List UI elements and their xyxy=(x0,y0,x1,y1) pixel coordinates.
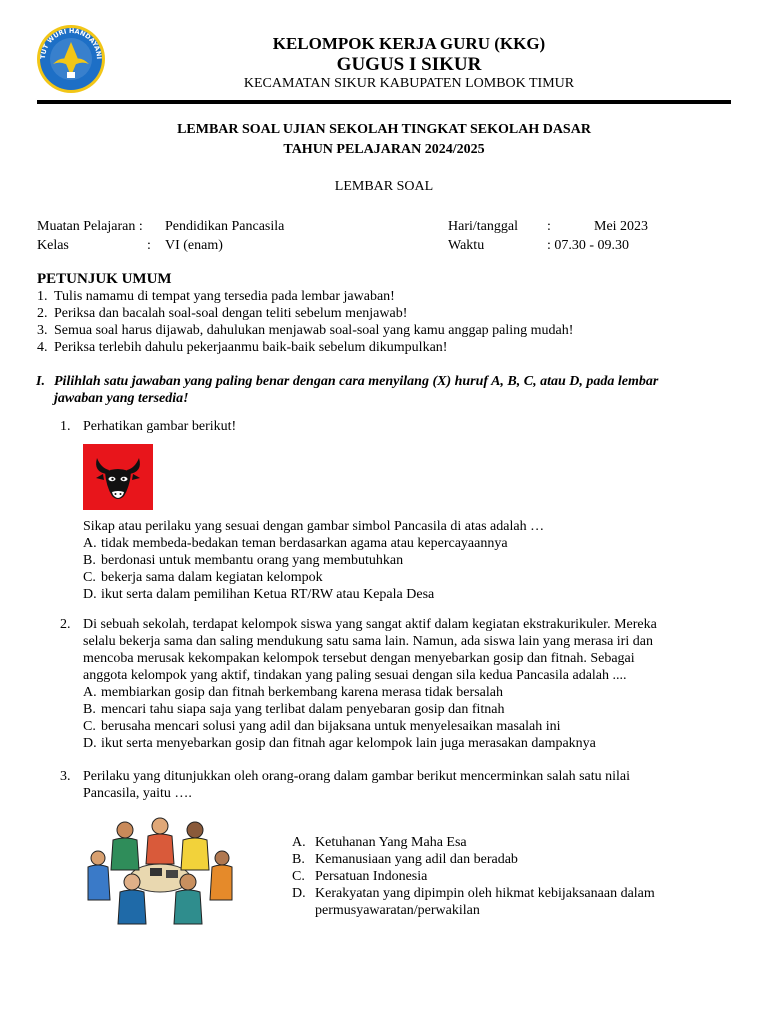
header-line-3: KECAMATAN SIKUR KABUPATEN LOMBOK TIMUR xyxy=(243,76,575,91)
instruction-number: 3. xyxy=(37,323,48,338)
time-value: : 07.30 - 09.30 xyxy=(547,238,630,253)
header-line-1: KELOMPOK KERJA GURU (KKG) xyxy=(272,34,546,53)
exam-subtitle: LEMBAR SOAL xyxy=(334,179,434,194)
class-value: VI (enam) xyxy=(165,238,223,253)
option-label: B. xyxy=(292,852,305,867)
question-3-text-line: Pancasila, yaitu …. xyxy=(83,786,192,801)
option-text: bekerja sama dalam kegiatan kelompok xyxy=(101,570,323,585)
option-label: D. xyxy=(83,587,97,602)
answer-option[interactable] xyxy=(292,835,467,851)
class-label: Kelas xyxy=(37,238,69,253)
question-3-text-line: Perilaku yang ditunjukkan oleh orang-orang dalam gambar berikut mencerminkan salah satu nilai xyxy=(83,769,630,784)
date-colon: : xyxy=(547,219,551,234)
option-label: C. xyxy=(83,719,96,734)
instruction-text: Periksa dan bacalah soal-soal dengan teliti sebelum menjawab! xyxy=(54,306,408,321)
answer-option[interactable] xyxy=(83,719,561,735)
instruction-item xyxy=(37,306,407,322)
answer-option[interactable] xyxy=(83,587,434,603)
instructions-heading: PETUNJUK UMUM xyxy=(37,271,172,287)
instruction-number: 4. xyxy=(37,340,48,355)
option-text: tidak membeda-bedakan teman berdasarkan agama atau kepercayaannya xyxy=(101,536,508,551)
subject-label: Muatan Pelajaran : xyxy=(37,219,143,234)
option-text: Persatuan Indonesia xyxy=(315,869,428,884)
section-instruction-line-1: Pilihlah satu jawaban yang paling benar dengan cara menyilang (X) huruf A, B, C, atau D, pada lembar xyxy=(54,374,659,389)
instruction-number: 1. xyxy=(37,289,48,304)
option-label: C. xyxy=(292,869,305,884)
instruction-number: 2. xyxy=(37,306,48,321)
exam-title-line-1: LEMBAR SOAL UJIAN SEKOLAH TINGKAT SEKOLAH DASAR xyxy=(177,122,591,137)
answer-option[interactable] xyxy=(292,852,518,868)
date-value: Mei 2023 xyxy=(594,219,649,234)
option-label: A. xyxy=(83,685,97,700)
date-label: Hari/tanggal xyxy=(448,219,518,234)
option-text: berusaha mencari solusi yang adil dan bijaksana untuk menyelesaikan masalah ini xyxy=(101,719,561,734)
answer-option[interactable] xyxy=(83,536,508,552)
header-divider xyxy=(37,100,731,104)
question-1-stem: Sikap atau perilaku yang sesuai dengan gambar simbol Pancasila di atas adalah … xyxy=(83,519,545,534)
instruction-item xyxy=(37,340,447,356)
option-text: Kerakyatan yang dipimpin oleh hikmat kebijaksanaan dalam xyxy=(315,886,655,901)
time-label: Waktu xyxy=(448,238,485,253)
option-text: berdonasi untuk membantu orang yang membutuhkan xyxy=(101,553,404,568)
logo-text: TUT WURI HANDAYANI xyxy=(38,26,104,60)
discussion-group-image xyxy=(80,812,240,930)
question-2-text-line: mencoba merusak kekompakan kelompok tersebut dengan menyebarkan gosip dan fitnah. Sebagai xyxy=(83,651,635,666)
subject-value: Pendidikan Pancasila xyxy=(165,219,285,234)
option-text: membiarkan gosip dan fitnah berkembang karena merasa tidak bersalah xyxy=(101,685,503,700)
answer-option[interactable] xyxy=(292,869,427,885)
instruction-text: Tulis namamu di tempat yang tersedia pada lembar jawaban! xyxy=(54,289,395,304)
instruction-text: Semua soal harus dijawab, dahulukan menjawab soal-soal yang kamu anggap paling mudah! xyxy=(54,323,574,338)
option-text: mencari tahu siapa saja yang terlibat dalam penyebaran gosip dan fitnah xyxy=(101,702,505,717)
answer-option[interactable] xyxy=(83,553,403,569)
question-2-text-line: anggota kelompok yang aktif, tindakan yang paling sesuai dengan sila kedua Pancasila adalah .... xyxy=(83,668,627,683)
answer-option[interactable] xyxy=(83,736,596,752)
option-label: D. xyxy=(292,886,306,901)
option-label: C. xyxy=(83,570,96,585)
section-instruction-line-2: jawaban yang tersedia! xyxy=(54,391,189,406)
exam-title-line-2: TAHUN PELAJARAN 2024/2025 xyxy=(283,142,485,157)
section-numeral: I. xyxy=(36,374,45,389)
option-d-continuation: permusyawaratan/perwakilan xyxy=(315,903,480,918)
option-text: ikut serta menyebarkan gosip dan fitnah agar kelompok lain juga merasakan dampaknya xyxy=(101,736,596,751)
answer-option[interactable] xyxy=(83,685,503,701)
question-2-text-line: Di sebuah sekolah, terdapat kelompok siswa yang sangat aktif dalam kegiatan ekstrakurikuler. Mereka xyxy=(83,617,657,632)
option-label: B. xyxy=(83,702,96,717)
option-text: Ketuhanan Yang Maha Esa xyxy=(315,835,467,850)
option-label: B. xyxy=(83,553,96,568)
question-2-text-line: selalu bekerja sama dan saling mendukung satu sama lain. Namun, ada siswa lain yang merasa iri dan xyxy=(83,634,653,649)
header-line-2: GUGUS I SIKUR xyxy=(336,54,482,75)
option-label: A. xyxy=(83,536,97,551)
answer-option[interactable] xyxy=(83,702,505,718)
class-colon: : xyxy=(147,238,151,253)
instruction-item xyxy=(37,289,395,305)
option-label: A. xyxy=(292,835,306,850)
option-text: Kemanusiaan yang adil dan beradab xyxy=(315,852,518,867)
bull-head-image xyxy=(83,444,153,510)
option-text: ikut serta dalam pemilihan Ketua RT/RW atau Kepala Desa xyxy=(101,587,435,602)
question-1-number: 1. xyxy=(60,419,71,434)
instruction-text: Periksa terlebih dahulu pekerjaanmu baik-baik sebelum dikumpulkan! xyxy=(54,340,448,355)
answer-option[interactable] xyxy=(83,570,323,586)
option-label: D. xyxy=(83,736,97,751)
question-1-intro: Perhatikan gambar berikut! xyxy=(83,419,237,434)
answer-option[interactable] xyxy=(292,886,655,902)
instruction-item xyxy=(37,323,573,339)
question-3-number: 3. xyxy=(60,769,71,784)
question-2-number: 2. xyxy=(60,617,71,632)
